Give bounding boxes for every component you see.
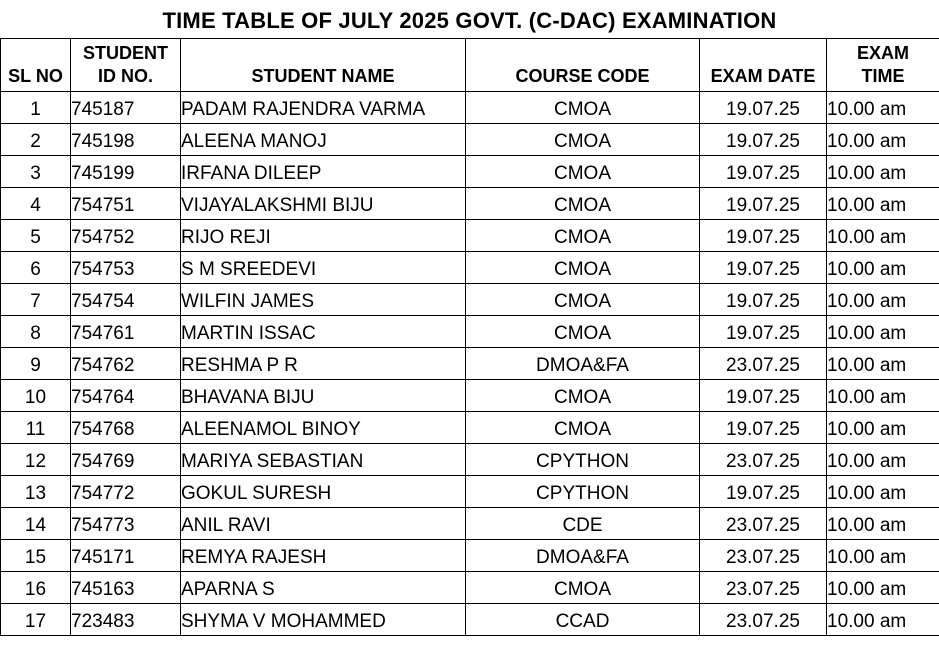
- cell-exam-date: 19.07.25: [700, 476, 827, 508]
- cell-sl-no: 14: [1, 508, 71, 540]
- table-row: [1, 348, 939, 380]
- header-student-name: STUDENT NAME: [181, 39, 466, 92]
- cell-course-code: CMOA: [466, 252, 700, 284]
- cell-exam-date: 19.07.25: [700, 156, 827, 188]
- cell-course-code: CMOA: [466, 92, 700, 124]
- cell-course-code: CMOA: [466, 572, 700, 604]
- cell-exam-time: 10.00 am: [827, 572, 939, 604]
- cell-student-name: REMYA RAJESH: [181, 540, 466, 572]
- cell-student-id: 745199: [71, 156, 181, 188]
- cell-exam-date: 19.07.25: [700, 380, 827, 412]
- header-exam-time: [827, 39, 939, 92]
- cell-student-name: WILFIN JAMES: [181, 284, 466, 316]
- cell-exam-time: 10.00 am: [827, 540, 939, 572]
- cell-sl-no: 7: [1, 284, 71, 316]
- header-sl-no: SL NO: [1, 39, 71, 92]
- cell-student-name: ALEENAMOL BINOY: [181, 412, 466, 444]
- header-exam-time-line2: TIME: [861, 66, 905, 86]
- cell-course-code: CMOA: [466, 156, 700, 188]
- table-row: [1, 188, 939, 220]
- cell-sl-no: 17: [1, 604, 71, 636]
- cell-sl-no: 16: [1, 572, 71, 604]
- table-row: [1, 284, 939, 316]
- cell-exam-date: 19.07.25: [700, 92, 827, 124]
- exam-timetable: [0, 38, 939, 636]
- cell-course-code: CMOA: [466, 380, 700, 412]
- cell-sl-no: 15: [1, 540, 71, 572]
- cell-exam-time: 10.00 am: [827, 412, 939, 444]
- cell-exam-date: 23.07.25: [700, 540, 827, 572]
- cell-exam-time: 10.00 am: [827, 604, 939, 636]
- cell-exam-date: 19.07.25: [700, 284, 827, 316]
- table-row: [1, 444, 939, 476]
- cell-course-code: CMOA: [466, 284, 700, 316]
- cell-student-id: 754769: [71, 444, 181, 476]
- cell-student-name: RIJO REJI: [181, 220, 466, 252]
- cell-student-id: 754752: [71, 220, 181, 252]
- cell-exam-date: 23.07.25: [700, 444, 827, 476]
- table-row: [1, 316, 939, 348]
- cell-exam-time: 10.00 am: [827, 348, 939, 380]
- cell-student-id: 754772: [71, 476, 181, 508]
- header-student-id: [71, 39, 181, 92]
- cell-course-code: CMOA: [466, 124, 700, 156]
- cell-exam-date: 19.07.25: [700, 124, 827, 156]
- table-row: [1, 572, 939, 604]
- cell-student-name: ALEENA MANOJ: [181, 124, 466, 156]
- table-row: [1, 252, 939, 284]
- cell-student-id: 754754: [71, 284, 181, 316]
- cell-exam-time: 10.00 am: [827, 92, 939, 124]
- cell-student-name: MARTIN ISSAC: [181, 316, 466, 348]
- cell-course-code: CMOA: [466, 220, 700, 252]
- cell-exam-time: 10.00 am: [827, 220, 939, 252]
- cell-exam-time: 10.00 am: [827, 508, 939, 540]
- cell-exam-date: 19.07.25: [700, 252, 827, 284]
- cell-sl-no: 5: [1, 220, 71, 252]
- cell-course-code: DMOA&FA: [466, 348, 700, 380]
- cell-course-code: CDE: [466, 508, 700, 540]
- cell-student-id: 723483: [71, 604, 181, 636]
- table-header: [1, 39, 939, 92]
- cell-student-name: S M SREEDEVI: [181, 252, 466, 284]
- table-row: [1, 220, 939, 252]
- cell-student-id: 754761: [71, 316, 181, 348]
- cell-exam-time: 10.00 am: [827, 188, 939, 220]
- cell-student-name: RESHMA P R: [181, 348, 466, 380]
- cell-student-id: 754753: [71, 252, 181, 284]
- cell-sl-no: 8: [1, 316, 71, 348]
- cell-exam-date: 23.07.25: [700, 508, 827, 540]
- cell-student-id: 745171: [71, 540, 181, 572]
- cell-exam-date: 19.07.25: [700, 220, 827, 252]
- table-row: [1, 380, 939, 412]
- cell-student-name: SHYMA V MOHAMMED: [181, 604, 466, 636]
- header-exam-date: EXAM DATE: [700, 39, 827, 92]
- cell-exam-date: 19.07.25: [700, 412, 827, 444]
- page-title: TIME TABLE OF JULY 2025 GOVT. (C-DAC) EXAMINATION: [162, 8, 777, 33]
- cell-sl-no: 4: [1, 188, 71, 220]
- cell-sl-no: 11: [1, 412, 71, 444]
- cell-student-id: 745187: [71, 92, 181, 124]
- cell-sl-no: 10: [1, 380, 71, 412]
- table-row: [1, 92, 939, 124]
- cell-exam-date: 19.07.25: [700, 188, 827, 220]
- cell-student-id: 754764: [71, 380, 181, 412]
- cell-course-code: DMOA&FA: [466, 540, 700, 572]
- cell-exam-time: 10.00 am: [827, 316, 939, 348]
- cell-exam-time: 10.00 am: [827, 124, 939, 156]
- cell-student-name: GOKUL SURESH: [181, 476, 466, 508]
- table-row: [1, 604, 939, 636]
- cell-exam-time: 10.00 am: [827, 380, 939, 412]
- table-row: [1, 540, 939, 572]
- cell-course-code: CPYTHON: [466, 476, 700, 508]
- header-course-code: COURSE CODE: [466, 39, 700, 92]
- table-row: [1, 508, 939, 540]
- table-body: [1, 92, 939, 636]
- cell-student-id: 754768: [71, 412, 181, 444]
- cell-exam-time: 10.00 am: [827, 444, 939, 476]
- cell-student-id: 754773: [71, 508, 181, 540]
- cell-student-id: 745163: [71, 572, 181, 604]
- table-row: [1, 412, 939, 444]
- cell-exam-time: 10.00 am: [827, 476, 939, 508]
- table-row: [1, 476, 939, 508]
- cell-student-name: MARIYA SEBASTIAN: [181, 444, 466, 476]
- cell-student-name: ANIL RAVI: [181, 508, 466, 540]
- cell-sl-no: 9: [1, 348, 71, 380]
- header-student-id-line1: STUDENT: [83, 43, 168, 63]
- cell-exam-date: 23.07.25: [700, 572, 827, 604]
- cell-course-code: CMOA: [466, 412, 700, 444]
- cell-student-name: PADAM RAJENDRA VARMA: [181, 92, 466, 124]
- header-exam-time-line1: EXAM: [856, 43, 909, 63]
- cell-student-name: IRFANA DILEEP: [181, 156, 466, 188]
- cell-student-name: APARNA S: [181, 572, 466, 604]
- cell-exam-time: 10.00 am: [827, 252, 939, 284]
- cell-exam-date: 23.07.25: [700, 348, 827, 380]
- table-row: [1, 124, 939, 156]
- cell-student-name: VIJAYALAKSHMI BIJU: [181, 188, 466, 220]
- header-row: [1, 39, 939, 92]
- cell-student-id: 754762: [71, 348, 181, 380]
- cell-course-code: CPYTHON: [466, 444, 700, 476]
- cell-sl-no: 13: [1, 476, 71, 508]
- cell-exam-date: 23.07.25: [700, 604, 827, 636]
- cell-sl-no: 3: [1, 156, 71, 188]
- cell-course-code: CMOA: [466, 188, 700, 220]
- table-row: [1, 156, 939, 188]
- cell-sl-no: 6: [1, 252, 71, 284]
- cell-sl-no: 12: [1, 444, 71, 476]
- cell-exam-time: 10.00 am: [827, 284, 939, 316]
- cell-exam-date: 19.07.25: [700, 316, 827, 348]
- cell-student-id: 745198: [71, 124, 181, 156]
- cell-student-id: 754751: [71, 188, 181, 220]
- cell-exam-time: 10.00 am: [827, 156, 939, 188]
- cell-sl-no: 2: [1, 124, 71, 156]
- header-student-id-line2: ID NO.: [97, 66, 153, 86]
- cell-sl-no: 1: [1, 92, 71, 124]
- cell-student-name: BHAVANA BIJU: [181, 380, 466, 412]
- cell-course-code: CMOA: [466, 316, 700, 348]
- cell-course-code: CCAD: [466, 604, 700, 636]
